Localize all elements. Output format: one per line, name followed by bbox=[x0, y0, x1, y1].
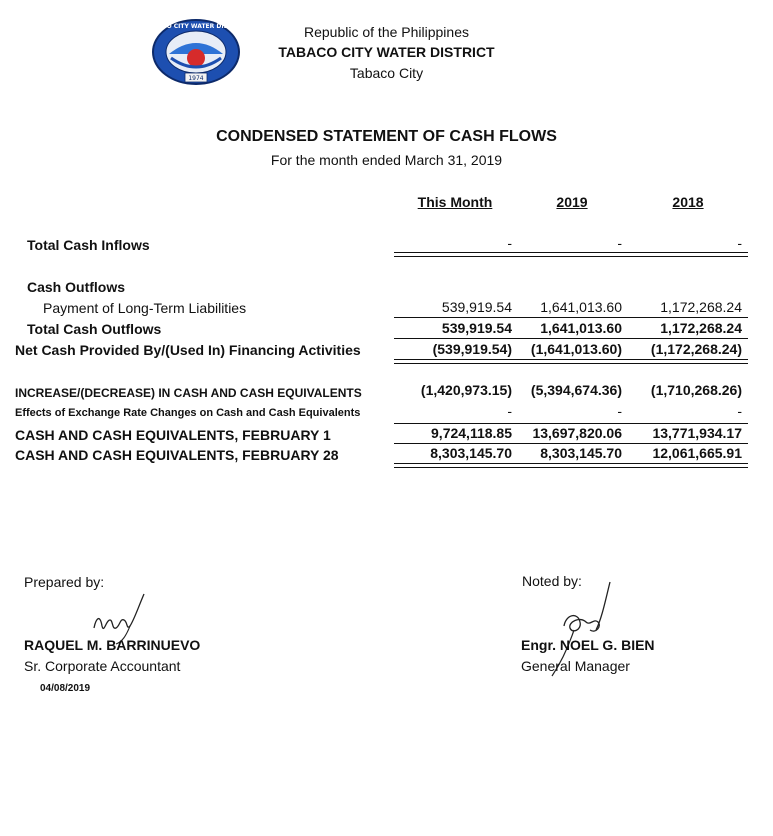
rule-before-feb28 bbox=[394, 443, 748, 444]
double-rule-final bbox=[394, 463, 748, 468]
svg-text:1974: 1974 bbox=[188, 75, 204, 82]
prepared-by-position: Sr. Corporate Accountant bbox=[24, 658, 181, 674]
cell-total-inflows-this-month: - bbox=[507, 235, 512, 251]
cell-total-inflows-2019: - bbox=[617, 235, 622, 251]
cell-increase-2018: (1,710,268.26) bbox=[650, 382, 742, 398]
report-title: CONDENSED STATEMENT OF CASH FLOWS bbox=[216, 128, 557, 145]
prepared-by-name: RAQUEL M. BARRINUEVO bbox=[24, 637, 201, 653]
cell-fx-this-month: - bbox=[507, 403, 512, 419]
organization-name: TABACO CITY WATER DISTRICT bbox=[278, 44, 495, 60]
noted-by-name: Engr. NOEL G. BIEN bbox=[521, 637, 655, 653]
svg-text:TABACO CITY WATER DISTRICT: TABACO CITY WATER DISTRICT bbox=[144, 23, 248, 30]
cell-feb1-2019: 13,697,820.06 bbox=[532, 425, 622, 441]
column-header-2019: 2019 bbox=[556, 194, 588, 210]
row-label-cash-feb28: CASH AND CASH EQUIVALENTS, FEBRUARY 28 bbox=[15, 447, 339, 463]
cell-feb28-2019: 8,303,145.70 bbox=[540, 445, 622, 461]
cell-feb28-this-month: 8,303,145.70 bbox=[430, 445, 512, 461]
cell-payment-2018: 1,172,268.24 bbox=[660, 299, 742, 315]
cell-total-inflows-2018: - bbox=[737, 235, 742, 251]
row-label-cash-feb1: CASH AND CASH EQUIVALENTS, FEBRUARY 1 bbox=[15, 427, 331, 443]
section-heading-cash-outflows: Cash Outflows bbox=[27, 279, 126, 295]
cell-total-outflows-this-month: 539,919.54 bbox=[441, 320, 512, 336]
cell-net-financing-2019: (1,641,013.60) bbox=[530, 341, 622, 357]
rule-before-total-outflows bbox=[394, 317, 748, 318]
cell-increase-2019: (5,394,674.36) bbox=[530, 382, 622, 398]
cell-feb1-this-month: 9,724,118.85 bbox=[431, 425, 512, 441]
cell-fx-2019: - bbox=[617, 403, 622, 419]
row-label-payment-long-term-liabilities: Payment of Long-Term Liabilities bbox=[43, 300, 247, 316]
prepared-by-label: Prepared by: bbox=[24, 574, 105, 590]
cell-net-financing-2018: (1,172,268.24) bbox=[650, 341, 742, 357]
cell-increase-this-month: (1,420,973.15) bbox=[420, 382, 512, 398]
noted-by-position: General Manager bbox=[521, 658, 630, 674]
rule-before-net-financing bbox=[394, 338, 748, 339]
row-label-fx-effects: Effects of Exchange Rate Changes on Cash and Cash Equivalents bbox=[15, 407, 361, 419]
column-header-this-month: This Month bbox=[417, 194, 493, 210]
noted-by-label: Noted by: bbox=[522, 573, 582, 589]
rule-before-feb1 bbox=[394, 423, 748, 424]
row-label-total-cash-inflows: Total Cash Inflows bbox=[27, 237, 150, 253]
cell-net-financing-this-month: (539,919.54) bbox=[432, 341, 512, 357]
city-name: Tabaco City bbox=[349, 65, 424, 81]
cell-feb1-2018: 13,771,934.17 bbox=[652, 425, 742, 441]
row-label-increase-decrease: INCREASE/(DECREASE) IN CASH AND CASH EQUIVALENTS bbox=[15, 386, 362, 400]
double-rule-inflows bbox=[394, 252, 748, 257]
cell-payment-2019: 1,641,013.60 bbox=[540, 299, 622, 315]
row-label-total-cash-outflows: Total Cash Outflows bbox=[27, 321, 162, 337]
republic-line: Republic of the Philippines bbox=[304, 24, 469, 40]
prepared-by-date: 04/08/2019 bbox=[40, 683, 91, 694]
cell-fx-2018: - bbox=[737, 403, 742, 419]
row-label-net-financing: Net Cash Provided By/(Used In) Financing Activities bbox=[15, 342, 361, 358]
cell-total-outflows-2019: 1,641,013.60 bbox=[540, 320, 622, 336]
report-subtitle: For the month ended March 31, 2019 bbox=[270, 152, 503, 168]
double-rule-net-financing bbox=[394, 359, 748, 364]
cell-payment-this-month: 539,919.54 bbox=[441, 299, 512, 315]
column-header-2018: 2018 bbox=[672, 194, 704, 210]
cell-feb28-2018: 12,061,665.91 bbox=[652, 445, 742, 461]
cell-total-outflows-2018: 1,172,268.24 bbox=[660, 320, 742, 336]
